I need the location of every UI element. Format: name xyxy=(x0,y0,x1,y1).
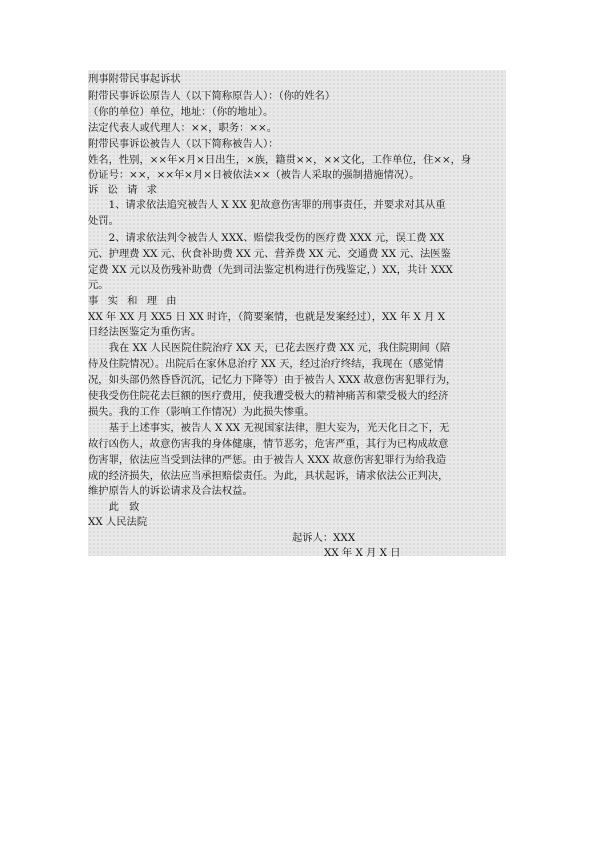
document-title: 刑事附带民事起诉状 xyxy=(88,73,181,85)
claim-line: 定费 XX 元以及伤残补助费（先到司法鉴定机构进行伤残鉴定，）XX，共计 XXX xyxy=(88,264,453,276)
claims-heading: 诉 讼 请 求 xyxy=(88,184,161,196)
plaintiff-unit-line: （你的单位）单位，地址：（你的地址）。 xyxy=(88,106,274,118)
facts-line: 况，如头部仍然昏昏沉沉，记忆力下降等）由于被告人 XXX 故意伤害犯罪行为， xyxy=(88,374,457,386)
facts-line: 日经法医鉴定为重伤害。 xyxy=(88,326,202,338)
plaintiff-signature: 起诉人：XXX xyxy=(292,532,356,544)
facts-line: 损失。我的工作（影响工作情况）为此损失惨重。 xyxy=(88,406,315,418)
facts-line: 侍及住院情况）。出院后在家休息治疗 XX 天，经过治疗终结，我现在（感觉情 xyxy=(88,358,444,370)
defendant-info-line: 姓名，性别，××年×月×日出生，×族，籍贯××，××文化，工作单位，住××，身 xyxy=(88,154,472,166)
closing-salutation: 此 致 xyxy=(88,501,140,513)
claim-line: 1、请求依法追究被告人 X XX 犯故意伤害罪的刑事责任，并要求对其从重 xyxy=(88,199,446,211)
defendant-id-line: 份证号：××，××年×月×日被依法××（被告人采取的强制措施情况）。 xyxy=(88,169,420,181)
facts-line: 维护原告人的诉讼请求及合法权益。 xyxy=(88,485,253,497)
plaintiff-line: 附带民事诉讼原告人（以下简称原告人）：（你的姓名） xyxy=(88,90,336,102)
facts-line: 伤害罪，依法应当受到法律的严惩。由于被告人 XXX 故意伤害犯罪行为给我造 xyxy=(88,454,447,466)
facts-heading: 事 实 和 理 由 xyxy=(88,295,180,307)
claim-line: 元、护理费 XX 元、伙食补助费 XX 元、营养费 XX 元、交通费 XX 元、法医鉴 xyxy=(88,248,451,260)
facts-line: XX 年 XX 月 XX5 日 XX 时许，（简要案情，也就是发案经过），XX 年 X 月 X xyxy=(88,311,446,323)
facts-line: 成的经济损失，依法应当承担赔偿责任。为此，具状起诉，请求依法公正判决， xyxy=(88,470,449,482)
facts-line: 我在 XX 人民医院住院治疗 XX 天，已花去医疗费 XX 元，我住院期间（陪 xyxy=(88,342,451,354)
claim-line: 2、请求依法判令被告人 XXX、赔偿我受伤的医疗费 XXX 元，误工费 XX xyxy=(88,232,445,244)
facts-line: 使我受伤住院花去巨额的医疗费用，使我遭受极大的精神痛苦和蒙受极大的经济 xyxy=(88,390,449,402)
court-name: XX 人民法院 xyxy=(88,516,148,528)
claim-line: 元。 xyxy=(88,279,109,291)
claim-line: 处罚。 xyxy=(88,215,119,227)
representative-line: 法定代表人或代理人：××，职务：××。 xyxy=(88,122,277,134)
document-page xyxy=(88,70,506,559)
document-date: XX 年 X 月 X 日 xyxy=(324,547,401,559)
facts-line: 故行凶伤人，故意伤害我的身体健康，情节恶劣，危害严重，其行为已构成故意 xyxy=(88,438,449,450)
facts-line: 基于上述事实，被告人 X XX 无视国家法律，胆大妄为，光天化日之下，无 xyxy=(88,422,450,434)
defendant-heading: 附带民事诉讼被告人（以下简称被告人）： xyxy=(88,138,279,150)
